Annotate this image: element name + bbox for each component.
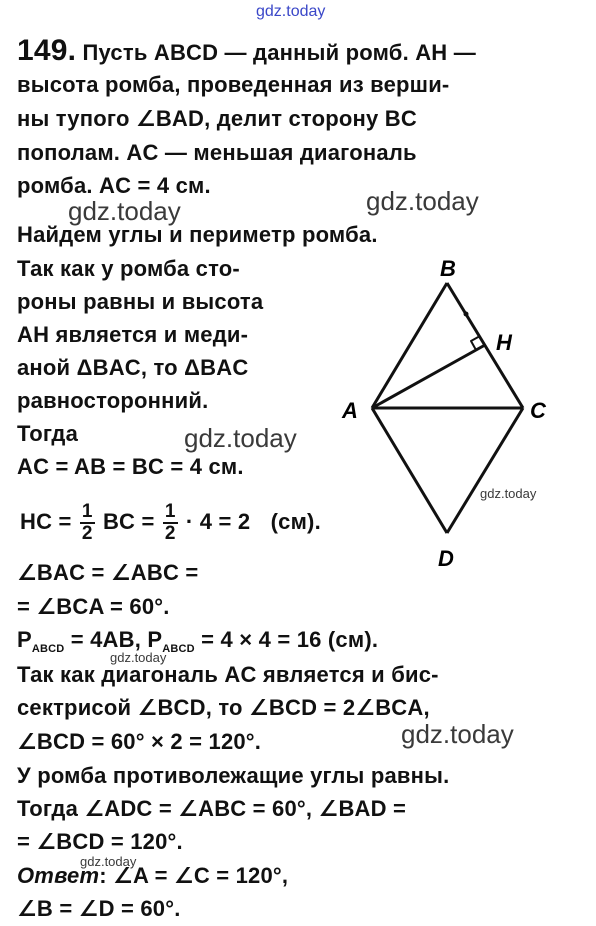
watermark: gdz.today bbox=[68, 196, 181, 226]
watermark: gdz.today bbox=[80, 854, 137, 869]
perimeter-eq-1: = 4AB, bbox=[64, 627, 148, 652]
perimeter-symbol: P bbox=[17, 627, 32, 652]
vertex-label-a: A bbox=[342, 398, 358, 423]
answer-line bbox=[17, 863, 288, 889]
solution-heading: Найдем углы и периметр ромба. bbox=[17, 222, 378, 247]
answer-line: ∠B = ∠D = 60°. bbox=[17, 896, 181, 921]
side-cd bbox=[447, 408, 523, 533]
side-da bbox=[372, 408, 447, 533]
bisector-line: Так как диагональ AC является и бис- bbox=[17, 662, 439, 687]
watermark: gdz.today bbox=[110, 650, 167, 665]
fraction-denominator: 2 bbox=[164, 523, 176, 544]
answer-label: Ответ bbox=[17, 863, 100, 888]
angles-line: = ∠BCA = 60°. bbox=[17, 594, 170, 619]
fraction-numerator: 1 bbox=[81, 501, 93, 522]
line-text: Пусть ABCD — данный ромб. AH — bbox=[82, 40, 476, 65]
hc-left: HC = bbox=[20, 508, 72, 534]
vertex-label-h: H bbox=[496, 330, 512, 355]
opposite-angles-line: Тогда ∠ADC = ∠ABC = 60°, ∠BAD = bbox=[17, 796, 407, 821]
bisector-line: ∠BCD = 60° × 2 = 120°. bbox=[17, 729, 262, 754]
watermark-top: gdz.today bbox=[256, 3, 326, 20]
hc-formula bbox=[20, 502, 321, 544]
bisector-line: сектрисой ∠BCD, то ∠BCD = 2∠BCA, bbox=[17, 695, 430, 720]
height-ah bbox=[372, 345, 485, 408]
opposite-angles-line: = ∠BCD = 120°. bbox=[17, 829, 183, 854]
problem-statement-line-2: высота ромба, проведенная из верши- bbox=[17, 72, 450, 97]
vertex-label-b: B bbox=[440, 256, 456, 281]
watermark: gdz.today bbox=[184, 423, 297, 453]
problem-statement-line-5: ромба. AC = 4 см. bbox=[17, 173, 211, 198]
perimeter-symbol: P bbox=[147, 627, 163, 652]
answer-text: : ∠A = ∠C = 120°, bbox=[99, 863, 289, 888]
problem-statement-line-4: пополам. AC — меньшая диагональ bbox=[17, 140, 417, 165]
watermark: gdz.today bbox=[480, 486, 537, 501]
vertex-label-c: C bbox=[530, 398, 546, 423]
solution-line: AH является и меди- bbox=[17, 322, 249, 347]
problem-number: 149. bbox=[17, 34, 77, 67]
vertex-label-d: D bbox=[438, 546, 454, 570]
solution-line: Тогда bbox=[17, 421, 79, 446]
perimeter-subscript: ABCD bbox=[31, 643, 65, 655]
solution-line: аной ΔBAC, то ΔBAC bbox=[17, 355, 249, 380]
hc-unit: (см). bbox=[270, 508, 321, 534]
solution-line: роны равны и высота bbox=[17, 289, 264, 314]
fraction-numerator: 1 bbox=[164, 501, 176, 522]
hc-rest: · 4 = 2 bbox=[185, 508, 251, 534]
opposite-angles-line: У ромба противолежащие углы равны. bbox=[17, 763, 450, 788]
fraction-half bbox=[163, 502, 178, 544]
problem-statement-line-3: ны тупого ∠BAD, делит сторону BC bbox=[17, 106, 417, 131]
perimeter-line bbox=[17, 627, 378, 662]
angles-line: ∠BAC = ∠ABC = bbox=[17, 560, 199, 585]
watermark: gdz.today bbox=[401, 719, 514, 749]
perimeter-subscript: ABCD bbox=[162, 643, 195, 655]
solution-line: AC = AB = BC = 4 см. bbox=[17, 454, 244, 479]
perimeter-eq-2: = 4 × 4 = 16 (см). bbox=[194, 627, 379, 652]
rhombus-figure bbox=[330, 250, 570, 570]
solution-line: Так как у ромба сто- bbox=[17, 256, 240, 281]
solution-line: равносторонний. bbox=[17, 388, 209, 413]
problem-statement-line-1 bbox=[17, 34, 476, 67]
hc-mid: BC = bbox=[102, 508, 155, 534]
fraction-half bbox=[80, 502, 95, 544]
fraction-denominator: 2 bbox=[81, 523, 93, 544]
watermark: gdz.today bbox=[366, 186, 479, 216]
side-ab bbox=[372, 283, 447, 408]
point-marker bbox=[464, 312, 469, 317]
